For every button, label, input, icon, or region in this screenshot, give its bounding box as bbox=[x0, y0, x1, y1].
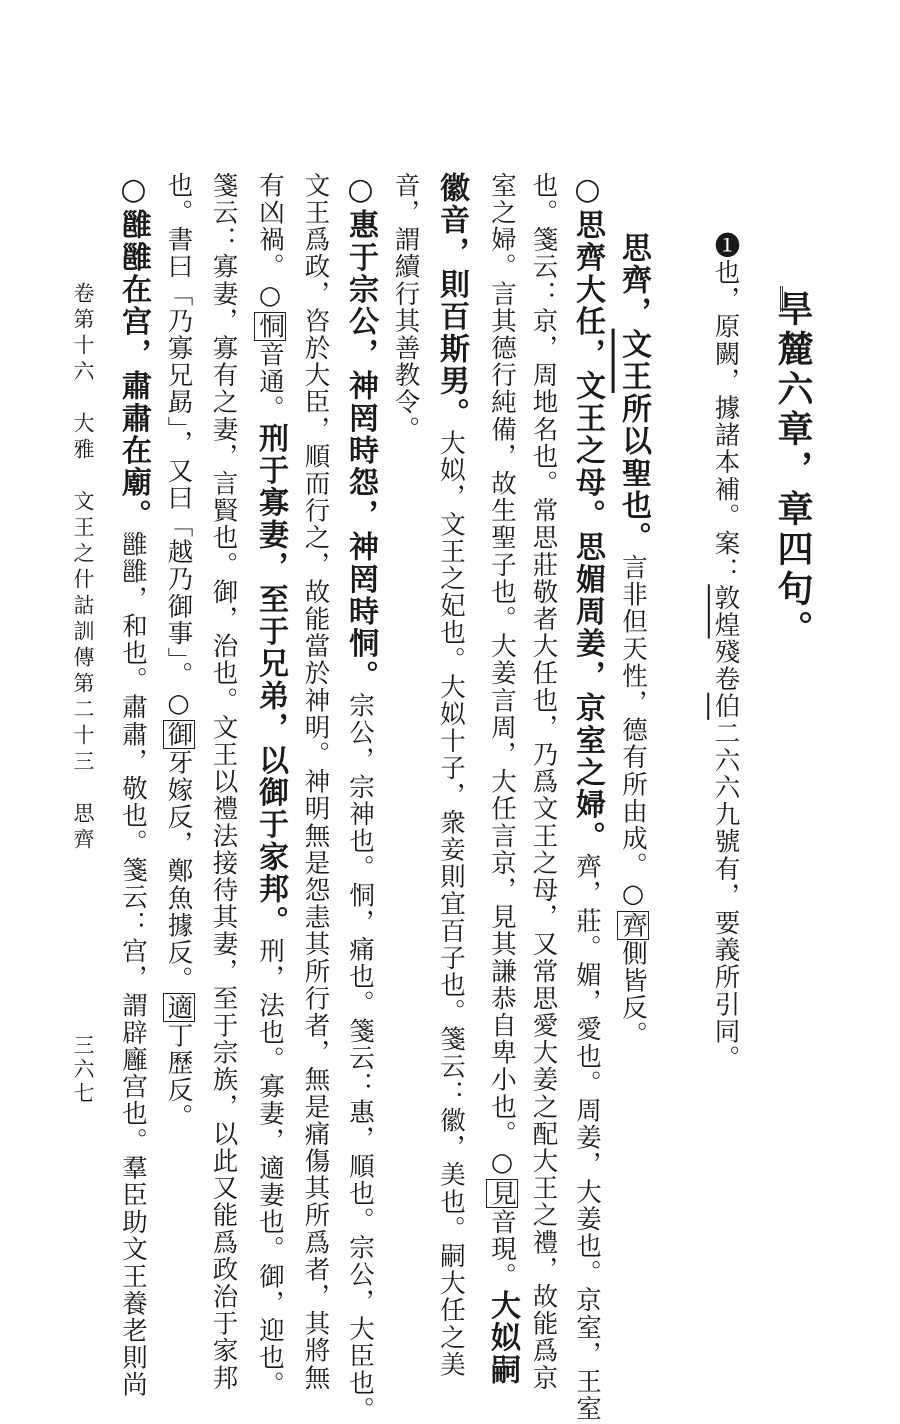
text-column bbox=[253, 172, 288, 1399]
text-column bbox=[390, 172, 421, 443]
commentary-text: 室之婦。言其德行純備，故生聖子也。大姜言周，大任言京，見其謙恭自卑小也。○ bbox=[487, 172, 517, 1180]
classic-text: ○惠于宗公，神罔時怨，神罔時恫。 bbox=[343, 172, 378, 693]
note-ref-dunhuang: 敦煌 bbox=[710, 584, 741, 639]
pronunciation-box: 見 bbox=[487, 1180, 517, 1208]
collation-note bbox=[710, 232, 741, 1073]
commentary-text: 也。書曰「乃寡兄勗」，又曰「越乃御事」。○ bbox=[163, 172, 194, 721]
text-column bbox=[570, 172, 605, 1423]
pronunciation-box: 恫 bbox=[255, 313, 285, 341]
text-column bbox=[343, 172, 378, 1424]
commentary-text: 音現。 bbox=[487, 1208, 517, 1290]
page-number: 三六七 bbox=[71, 1034, 95, 1106]
commentary-text: 也。箋云：京，周地名也。常思莊敬者大任也，乃爲文王之母，又常思愛大姜之配大王之禮，故能爲京 bbox=[528, 172, 559, 1392]
pronunciation-box: 御 bbox=[163, 721, 194, 749]
note-ref-pelliot: 伯 bbox=[710, 692, 741, 720]
poem-title-comment: 言非但天性，德有所由成。○ bbox=[618, 554, 648, 911]
text-column bbox=[434, 172, 469, 1379]
commentary-text: 音通。 bbox=[255, 341, 285, 423]
text-column bbox=[116, 172, 151, 1399]
text-column bbox=[300, 172, 331, 1392]
note-text-2: 殘卷 bbox=[710, 638, 741, 693]
pronunciation-box: 適 bbox=[163, 994, 194, 1022]
running-footer: 卷第十六 大雅 文王之什詁訓傳第二十三 思齊 bbox=[71, 282, 95, 854]
commentary-text: 宗公，宗神也。恫，痛也。箋云：惠，順也。宗公，大臣也。 bbox=[345, 692, 375, 1424]
chapter-heading: 旱麓六章，章四句。 bbox=[772, 290, 814, 650]
poem-title-line bbox=[616, 232, 651, 1049]
text-column bbox=[485, 172, 520, 1387]
commentary-text: 丁歷反。 bbox=[163, 1022, 194, 1131]
classic-text: 徽音，則百斯男。 bbox=[434, 172, 469, 430]
classic-text: ○思齊大任，文王之母。思媚周姜，京室之婦。 bbox=[570, 172, 605, 854]
poem-title-name: 文王 bbox=[616, 328, 651, 394]
commentary-text: 牙嫁反，鄭魚據反。 bbox=[163, 749, 194, 994]
classic-text: ○雝雝在宫，肅肅在廟。 bbox=[116, 172, 151, 532]
commentary-text: 雝雝，和也。肅肅，敬也。箋云：宫，謂辟廱宫也。羣臣助文王養老則尚 bbox=[118, 531, 148, 1399]
text-column bbox=[163, 172, 194, 1131]
poem-title-rest: 所以聖也。 bbox=[616, 393, 651, 555]
commentary-text: 音，謂續行其善教令。 bbox=[390, 172, 421, 443]
classic-text: 刑于寡妻，至于兄弟，以御于家邦。 bbox=[253, 422, 288, 938]
note-text-3: 二六六九號有， bbox=[710, 719, 741, 910]
commentary-text: 文王爲政，咨於大臣，順而行之，故能當於神明。神明無是怨恚其所行者，無是痛傷其所爲者，其將無 bbox=[300, 172, 331, 1392]
commentary-text: 刑，法也。寡妻，適妻也。御，迎也。 bbox=[255, 937, 285, 1399]
commentary-text: 齊，莊。媚，愛也。周姜，大姜也。京室，王室 bbox=[572, 853, 602, 1423]
note-text-4: 要義所引同。 bbox=[710, 909, 741, 1073]
note-marker: ❶ bbox=[710, 232, 741, 260]
text-column bbox=[208, 172, 239, 1392]
commentary-text: 大姒，文王之妃也。大姒十子，衆妾則宜百子也。箋云：徽，美也。嗣大任之美 bbox=[436, 429, 466, 1379]
text-column bbox=[528, 172, 559, 1392]
note-text: 也，原闕，據諸本補。案： bbox=[710, 259, 741, 585]
commentary-text: 箋云：寡妻，寡有之妻，言賢也。御，治也。文王以禮法接待其妻，至于宗族，以此又能爲政治于家邦 bbox=[208, 172, 239, 1392]
poem-title-comment-2: 側皆反。 bbox=[618, 939, 648, 1049]
classic-text: 大姒嗣 bbox=[485, 1289, 520, 1387]
pronunciation-box: 齊 bbox=[618, 911, 648, 939]
poem-title: 思齊， bbox=[616, 232, 651, 329]
commentary-text: 有凶禍。○ bbox=[255, 172, 285, 312]
